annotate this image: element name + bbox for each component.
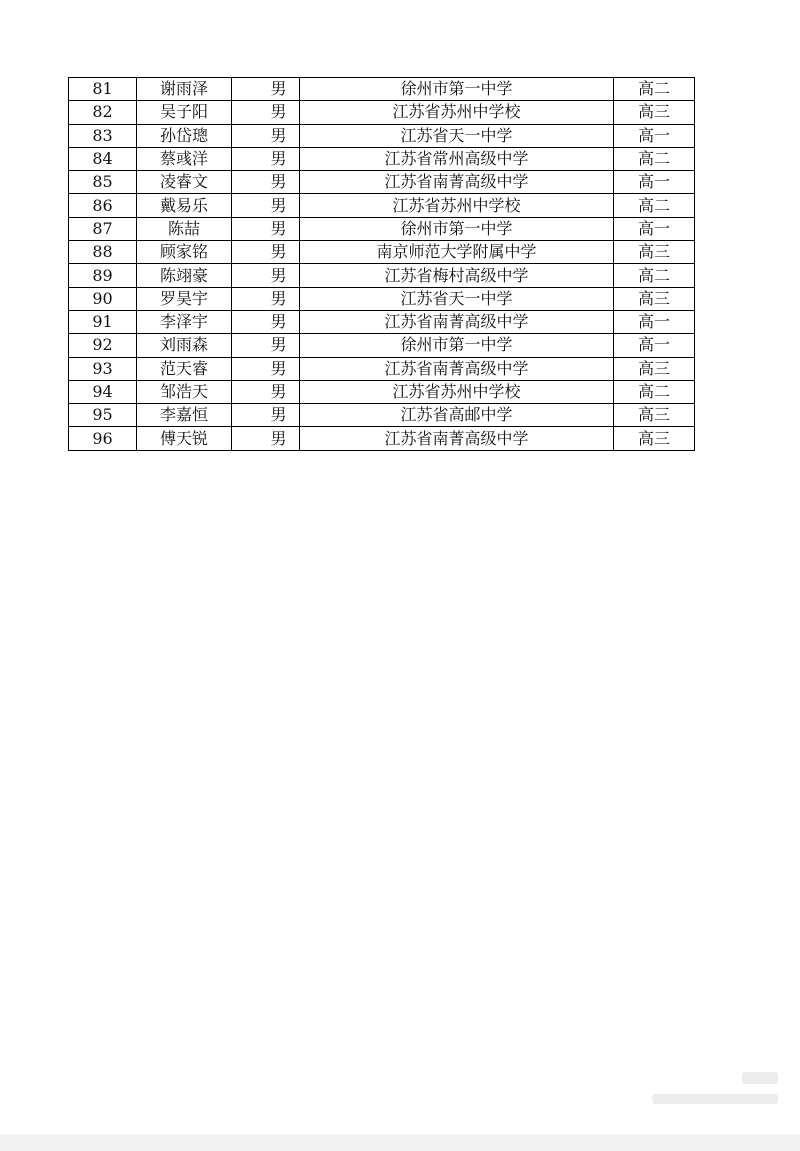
cell-number: 87 — [69, 217, 137, 240]
cell-gender: 男 — [232, 287, 300, 310]
cell-gender: 男 — [232, 264, 300, 287]
cell-number: 88 — [69, 241, 137, 264]
cell-name: 吴子阳 — [137, 101, 232, 124]
cell-gender: 男 — [232, 310, 300, 333]
cell-name: 陈喆 — [137, 217, 232, 240]
table-row — [69, 217, 695, 240]
cell-school: 江苏省南菁高级中学 — [300, 427, 614, 450]
cell-name: 顾家铭 — [137, 241, 232, 264]
cell-name: 邹浩天 — [137, 380, 232, 403]
cell-school: 江苏省苏州中学校 — [300, 101, 614, 124]
cell-grade: 高三 — [614, 427, 695, 450]
cell-grade: 高二 — [614, 147, 695, 170]
cell-grade: 高三 — [614, 101, 695, 124]
table-row — [69, 287, 695, 310]
table-row — [69, 101, 695, 124]
cell-grade: 高一 — [614, 124, 695, 147]
cell-number: 83 — [69, 124, 137, 147]
cell-name: 傅天锐 — [137, 427, 232, 450]
cell-grade: 高一 — [614, 310, 695, 333]
cell-number: 82 — [69, 101, 137, 124]
cell-grade: 高二 — [614, 264, 695, 287]
cell-school: 江苏省常州高级中学 — [300, 147, 614, 170]
roster-body — [69, 78, 695, 451]
cell-school: 江苏省苏州中学校 — [300, 194, 614, 217]
cell-name: 李泽宇 — [137, 310, 232, 333]
table-row — [69, 78, 695, 101]
cell-grade: 高二 — [614, 380, 695, 403]
cell-grade: 高三 — [614, 241, 695, 264]
cell-gender: 男 — [232, 357, 300, 380]
cell-number: 89 — [69, 264, 137, 287]
cell-school: 江苏省天一中学 — [300, 124, 614, 147]
cell-grade: 高一 — [614, 334, 695, 357]
cell-school: 徐州市第一中学 — [300, 78, 614, 101]
cell-name: 罗昊宇 — [137, 287, 232, 310]
cell-grade: 高二 — [614, 194, 695, 217]
table-row — [69, 171, 695, 194]
cell-name: 刘雨森 — [137, 334, 232, 357]
cell-school: 江苏省高邮中学 — [300, 404, 614, 427]
table-row — [69, 310, 695, 333]
table-row — [69, 357, 695, 380]
cell-number: 86 — [69, 194, 137, 217]
cell-gender: 男 — [232, 404, 300, 427]
table-row — [69, 124, 695, 147]
cell-school: 徐州市第一中学 — [300, 334, 614, 357]
table-row — [69, 404, 695, 427]
cell-name: 陈翊豪 — [137, 264, 232, 287]
table-row — [69, 380, 695, 403]
cell-number: 96 — [69, 427, 137, 450]
cell-school: 江苏省苏州中学校 — [300, 380, 614, 403]
cell-gender: 男 — [232, 147, 300, 170]
table-row — [69, 427, 695, 450]
cell-gender: 男 — [232, 217, 300, 240]
cell-gender: 男 — [232, 334, 300, 357]
cell-number: 94 — [69, 380, 137, 403]
cell-gender: 男 — [232, 124, 300, 147]
cell-gender: 男 — [232, 78, 300, 101]
cell-number: 85 — [69, 171, 137, 194]
cell-school: 徐州市第一中学 — [300, 217, 614, 240]
table-row — [69, 241, 695, 264]
cell-name: 蔡彧洋 — [137, 147, 232, 170]
cell-school: 江苏省南菁高级中学 — [300, 310, 614, 333]
cell-gender: 男 — [232, 194, 300, 217]
cell-number: 81 — [69, 78, 137, 101]
table-row — [69, 147, 695, 170]
cell-grade: 高三 — [614, 357, 695, 380]
cell-gender: 男 — [232, 427, 300, 450]
cell-school: 南京师范大学附属中学 — [300, 241, 614, 264]
cell-name: 凌睿文 — [137, 171, 232, 194]
table-row — [69, 264, 695, 287]
cell-grade: 高一 — [614, 171, 695, 194]
cell-number: 95 — [69, 404, 137, 427]
cell-gender: 男 — [232, 171, 300, 194]
cell-school: 江苏省天一中学 — [300, 287, 614, 310]
cell-gender: 男 — [232, 101, 300, 124]
cell-number: 91 — [69, 310, 137, 333]
cell-gender: 男 — [232, 241, 300, 264]
cell-number: 90 — [69, 287, 137, 310]
cell-number: 84 — [69, 147, 137, 170]
cell-name: 戴易乐 — [137, 194, 232, 217]
cell-school: 江苏省梅村高级中学 — [300, 264, 614, 287]
cell-grade: 高一 — [614, 217, 695, 240]
cell-grade: 高三 — [614, 404, 695, 427]
cell-name: 李嘉恒 — [137, 404, 232, 427]
cell-grade: 高二 — [614, 78, 695, 101]
cell-number: 93 — [69, 357, 137, 380]
cell-school: 江苏省南菁高级中学 — [300, 171, 614, 194]
cell-gender: 男 — [232, 380, 300, 403]
table-row — [69, 194, 695, 217]
watermark-logo — [652, 1070, 782, 1110]
cell-name: 范天睿 — [137, 357, 232, 380]
cell-name: 谢雨泽 — [137, 78, 232, 101]
cell-number: 92 — [69, 334, 137, 357]
cell-school: 江苏省南菁高级中学 — [300, 357, 614, 380]
roster-table — [68, 77, 695, 451]
cell-name: 孙岱璁 — [137, 124, 232, 147]
cell-grade: 高三 — [614, 287, 695, 310]
table-row — [69, 334, 695, 357]
